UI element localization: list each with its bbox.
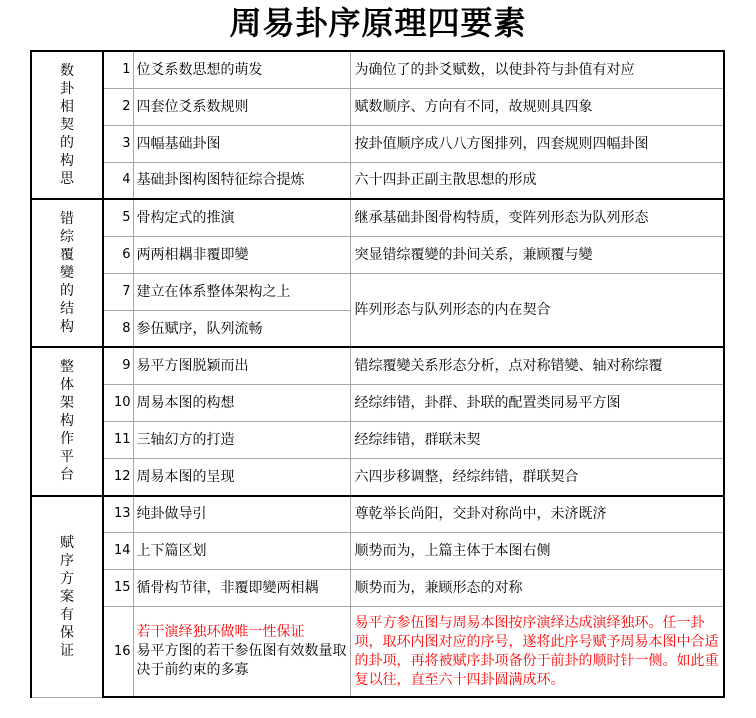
row-item: 周易本图的呈现 [133,459,350,496]
table-row [31,273,724,310]
row-item: 参伍赋序，队列流畅 [133,310,350,347]
row-number: 7 [103,273,133,310]
row-description: 错综覆變关系形态分析，点对称错變、轴对称综覆 [350,347,724,384]
category-cell-2: 错综覆變的结构 [31,199,103,347]
row-number: 1 [103,51,133,88]
row-number: 3 [103,125,133,162]
row-description: 六四步移调整，经综纬错，群联契合 [350,459,724,496]
row-item: 循骨构节律，非覆即變两相耦 [133,570,350,607]
table-row [31,125,724,162]
row-number: 4 [103,162,133,199]
page-title: 周易卦序原理四要素 [229,4,527,42]
row-item: 四幅基础卦图 [133,125,350,162]
table-row [31,459,724,496]
category-cell-3: 整体架构作平台 [31,347,103,495]
row-description: 易平方参伍图与周易本图按序演绎达成演绎独环。任一卦项，取环内图对应的序号，遂将此序号赋予周易本图中合适的卦项，再将被赋序卦项备份于前卦的顺时针一侧。如此重复以往，直至六十四卦圆满成环。 [350,607,724,697]
row-number: 6 [103,236,133,273]
row-description: 赋数顺序、方向有不同，故规则具四象 [350,88,724,125]
category-cell-1: 数卦相契的构思 [31,51,103,199]
row-item: 易平方图脱颖而出 [133,347,350,384]
row-description: 经综纬错，群联未契 [350,421,724,458]
row-description: 尊乾举长尚阳，交卦对称尚中，未济既济 [350,496,724,533]
row-number: 13 [103,496,133,533]
table-row [31,199,724,236]
row-description: 为确位了的卦爻赋数，以使卦符与卦值有对应 [350,51,724,88]
table-row [31,570,724,607]
row-number: 2 [103,88,133,125]
row-number: 10 [103,384,133,421]
elements-table [30,50,725,698]
row-item: 位爻系数思想的萌发 [133,51,350,88]
row-number: 12 [103,459,133,496]
row-number: 15 [103,570,133,607]
row-item-highlight: 若干演绎独环做唯一性保证 [136,624,305,641]
table-row [31,162,724,199]
row-item [133,607,350,697]
row-description: 顺势而为，兼顾形态的对称 [350,570,724,607]
row-item: 四套位爻系数规则 [133,88,350,125]
row-item: 三轴幻方的打造 [133,421,350,458]
table-row [31,88,724,125]
row-item: 基础卦图构图特征综合提炼 [133,162,350,199]
row-item-detail: 易平方图的若干参伍图有效数量取决于前约束的多寡 [136,643,347,679]
row-description: 顺势而为，上篇主体于本图右侧 [350,533,724,570]
row-description: 突显错综覆變的卦间关系，兼顾覆与變 [350,236,724,273]
table-row [31,533,724,570]
table-row [31,384,724,421]
row-number: 8 [103,310,133,347]
table-row [31,236,724,273]
row-item: 周易本图的构想 [133,384,350,421]
row-description: 经综纬错，卦群、卦联的配置类同易平方图 [350,384,724,421]
row-description: 继承基础卦图骨构特质，变阵列形态为队列形态 [350,199,724,236]
row-item: 骨构定式的推演 [133,199,350,236]
row-item: 上下篇区划 [133,533,350,570]
table-row [31,607,724,697]
row-item: 两两相耦非覆即變 [133,236,350,273]
row-number: 14 [103,533,133,570]
row-number: 9 [103,347,133,384]
table-row [31,496,724,533]
row-number: 5 [103,199,133,236]
table-row [31,421,724,458]
row-description: 阵列形态与队列形态的内在契合 [350,273,724,347]
row-number: 16 [103,607,133,697]
category-cell-4: 赋序方案有保证 [31,496,103,697]
row-number: 11 [103,421,133,458]
row-description: 六十四卦正副主散思想的形成 [350,162,724,199]
row-item: 建立在体系整体架构之上 [133,273,350,310]
row-item: 纯卦做导引 [133,496,350,533]
row-description: 按卦值顺序成八八方图排列，四套规则四幅卦图 [350,125,724,162]
table-row [31,347,724,384]
table-row [31,51,724,88]
